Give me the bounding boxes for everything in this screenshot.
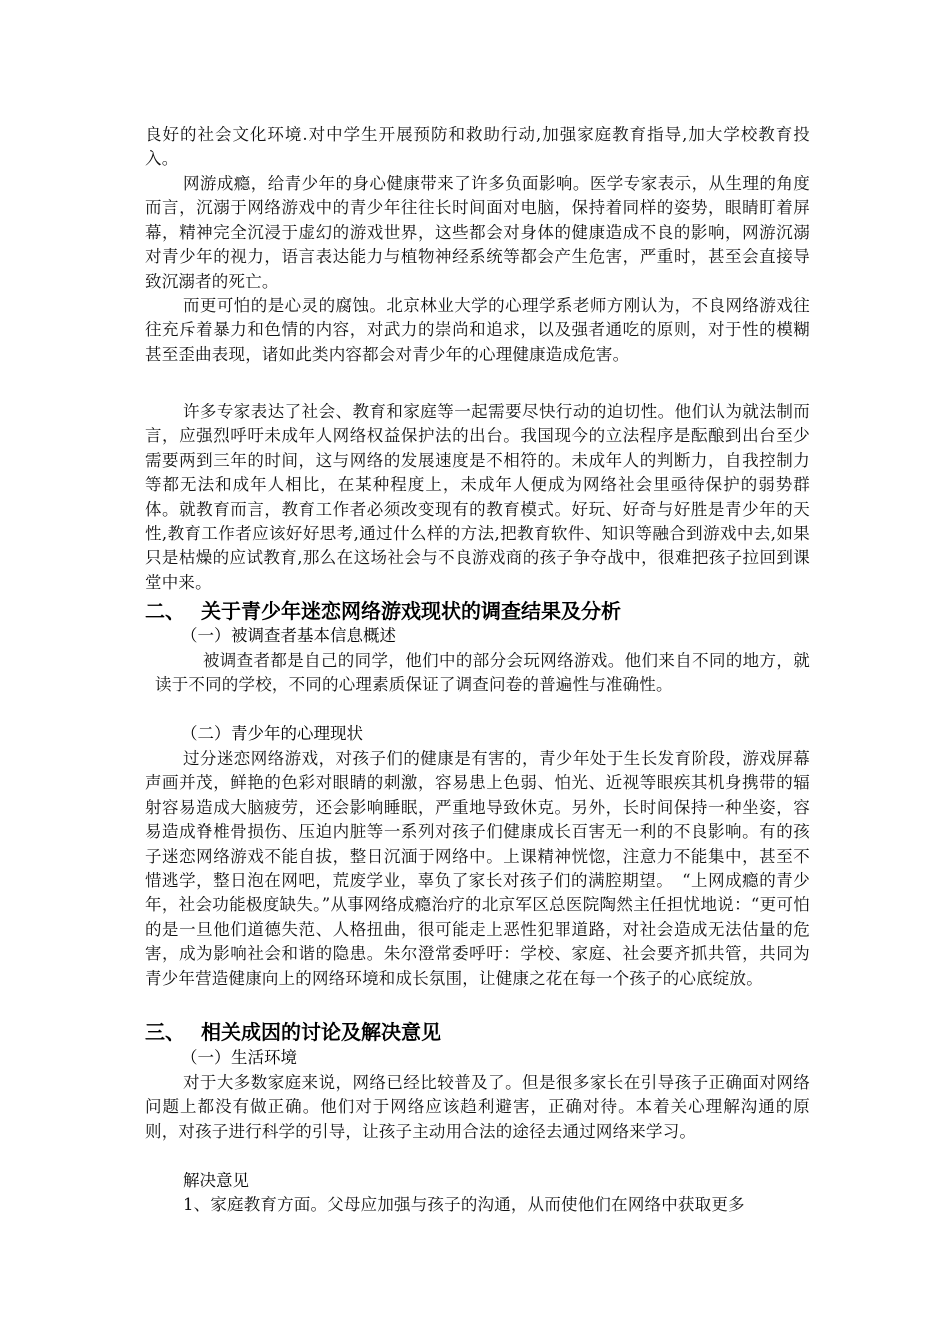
section-heading-3: [145, 1019, 810, 1045]
paragraph-text: 对于大多数家庭来说，网络已经比较普及了。但是很多家长在引导孩子正确面对网络问题上都没有做正确。他们对于网络应该趋利避害，正确对待。本着关心理解沟通的原则，对孩子进行科学的引导，让孩子主动用合法的途径去通过网络来学习。: [145, 1073, 810, 1141]
paragraph-text: 而更可怕的是心灵的腐蚀。北京林业大学的心理学系老师方刚认为，不良网络游戏往往充斥着暴力和色情的内容，对武力的崇尚和追求，以及强者通吃的原则，对于性的模糊甚至歪曲表现，诸如此类内容都会对青少年的心理健康造成危害。: [145, 296, 810, 364]
subsection-number: （一）: [181, 1048, 231, 1067]
subsection-heading-3-1: [181, 1046, 781, 1070]
subsection-title: 青少年的心理现状: [231, 724, 363, 743]
subsection-heading-2-1: [181, 624, 781, 648]
section-title: 相关成因的讨论及解决意见: [201, 1020, 441, 1044]
section-number: 三、: [145, 1020, 185, 1044]
paragraph-psychology: [145, 747, 810, 991]
paragraph-text: 良好的社会文化环境.对中学生开展预防和救助行动,加强家庭教育指导,加大学校教育投入。: [145, 125, 810, 169]
subsection-title: 被调查者基本信息概述: [231, 626, 396, 645]
paragraph-text: 网游成瘾，给青少年的身心健康带来了许多负面影响。医学专家表示，从生理的角度而言，沉溺于网络游戏中的青少年往往长时间面对电脑，保持着同样的姿势，眼睛盯着屏幕，精神完全沉浸于虚幻的游戏世界，这些都会对身体的健康造成不良的影响，网游沉溺对青少年的视力，语言表达能力与植物神经系统等都会产生危害，严重时，甚至会直接导致沉溺者的死亡。: [145, 174, 810, 291]
subsection-number: （一）: [181, 626, 231, 645]
paragraph-environment: [145, 1071, 810, 1144]
paragraph-experts: [145, 400, 810, 595]
solutions-title: 解决意见: [183, 1171, 249, 1190]
paragraph-text: 过分迷恋网络游戏，对孩子们的健康是有害的，青少年处于生长发育阶段，游戏屏幕声画并茂，鲜艳的色彩对眼睛的刺激，容易患上色弱、怕光、近视等眼疾其机身携带的辐射容易造成大脑疲劳，还会影响睡眠，严重地导致休克。另外，长时间保持一种坐姿，容易造成脊椎骨损伤、压迫内脏等一系列对孩子们健康成长百害无一利的不良影响。有的孩子迷恋网络游戏不能自拔，整日沉湎于网络中。上课精神恍惚，注意力不能集中，甚至不惜逃学，整日泡在网吧，荒废学业，辜负了家长对孩子们的满腔期望。 “上网成瘾的青少年，社会功能极度缺失。”从事网络成瘾治疗的北京军区总医院陶然主任担忧地说：“更可怕的是一旦他们道德失范、人格扭曲，很可能走上恶性犯罪道路，对社会造成无法估量的危害，成为影响社会和谐的隐患。朱尔澄常委呼吁：学校、家庭、社会要齐抓共管，共同为青少年营造健康向上的网络环境和成长氛围，让健康之花在每一个孩子的心底绽放。: [145, 749, 810, 988]
paragraph-text: 许多专家表达了社会、教育和家庭等一起需要尽快行动的迫切性。他们认为就法制而言，应强烈呼吁未成年人网络权益保护法的出台。我国现今的立法程序是酝酿到出台至少需要两到三年的时间，这与网络的发展速度是不相符的。未成年人的判断力，自我控制力等都无法和成年人相比，在某种程度上，未成年人便成为网络社会里亟待保护的弱势群体。就教育而言，教育工作者必须改变现有的教育模式。好玩、好奇与好胜是青少年的天性,教育工作者应该好好思考,通过什么样的方法,把教育软件、知识等融合到游戏中去,如果只是枯燥的应试教育,那么在这场社会与不良游戏商的孩子争夺战中，很难把孩子拉回到课堂中来。: [145, 402, 810, 592]
paragraph-text: 被调查者都是自己的同学，他们中的部分会玩网络游戏。他们来自不同的地方，就读于不同的学校，不同的心理素质保证了调查问卷的普遍性与准确性。: [155, 651, 810, 695]
subsection-heading-2-2: [181, 722, 781, 746]
paragraph-soul: [145, 294, 810, 367]
solutions-heading: [183, 1169, 783, 1193]
paragraph-continuation: [145, 123, 810, 172]
subsection-number: （二）: [181, 724, 231, 743]
paragraph-family-education: [145, 1193, 810, 1217]
section-number: 二、: [145, 599, 185, 623]
section-heading-2: [145, 598, 810, 624]
paragraph-text: 1、家庭教育方面。父母应加强与孩子的沟通，从而使他们在网络中获取更多: [182, 1195, 745, 1214]
paragraph-addiction: [145, 172, 810, 294]
subsection-title: 生活环境: [231, 1048, 297, 1067]
paragraph-respondents: [155, 649, 810, 698]
section-title: 关于青少年迷恋网络游戏现状的调查结果及分析: [201, 599, 621, 623]
